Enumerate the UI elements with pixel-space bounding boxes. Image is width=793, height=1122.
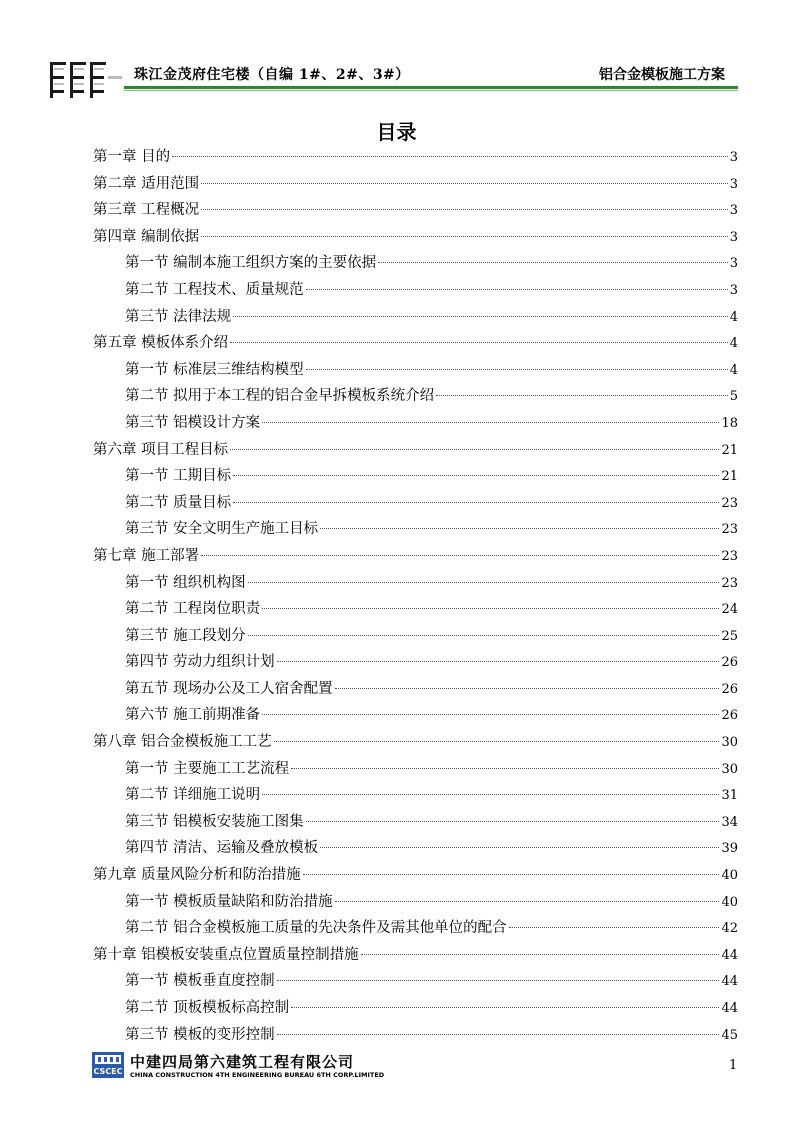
toc-entry-label: 第四节 劳动力组织计划 xyxy=(125,654,275,671)
toc-entry[interactable] xyxy=(93,702,738,729)
header-rule-thin xyxy=(124,90,738,91)
toc-entry-label: 第二节 顶板模板标高控制 xyxy=(125,1000,290,1016)
toc-entry[interactable] xyxy=(93,171,738,198)
toc-entry[interactable] xyxy=(93,490,738,517)
toc-entry-page: 26 xyxy=(721,708,738,724)
toc-leader-dots xyxy=(361,954,720,955)
toc-entry-page: 31 xyxy=(721,788,738,804)
toc-entry-page: 23 xyxy=(721,575,738,591)
toc-entry-label: 第二节 工程岗位职责 xyxy=(125,601,261,618)
toc-entry-label: 第一节 工期目标 xyxy=(125,468,232,485)
toc-leader-dots xyxy=(248,635,720,636)
toc-entry[interactable] xyxy=(93,942,738,969)
toc-leader-dots xyxy=(262,794,719,795)
toc-entry[interactable] xyxy=(93,968,738,995)
toc-entry[interactable] xyxy=(93,623,738,650)
toc-entry-page: 44 xyxy=(721,1001,738,1016)
toc-leader-dots xyxy=(262,714,719,715)
toc-entry[interactable] xyxy=(93,277,738,304)
toc-entry-label: 第二节 铝合金模板施工质量的先决条件及需其他单位的配合 xyxy=(125,920,507,937)
toc-leader-dots xyxy=(306,369,728,370)
toc-entry[interactable] xyxy=(93,835,738,862)
toc-entry[interactable] xyxy=(93,197,738,224)
header-rule xyxy=(124,86,738,89)
toc-entry-page: 3 xyxy=(729,203,738,219)
toc-entry-label: 第三节 安全文明生产施工目标 xyxy=(125,521,319,538)
toc-entry[interactable] xyxy=(93,915,738,942)
toc-entry-label: 第一章 目的 xyxy=(93,149,171,165)
table-of-contents xyxy=(93,144,738,1048)
toc-entry-page: 3 xyxy=(729,176,738,192)
toc-entry-page: 42 xyxy=(721,921,738,937)
company-logo-icon xyxy=(92,1052,124,1078)
toc-entry-page: 40 xyxy=(721,894,738,910)
toc-entry[interactable] xyxy=(93,756,738,783)
header-document-title: 铝合金模板施工方案 xyxy=(599,67,725,83)
toc-entry-page: 3 xyxy=(729,150,738,165)
toc-entry[interactable] xyxy=(93,543,738,570)
toc-leader-dots xyxy=(230,449,719,450)
toc-entry-page: 44 xyxy=(721,974,738,990)
toc-entry[interactable] xyxy=(93,516,738,543)
toc-entry-label: 第三章 工程概况 xyxy=(93,202,200,219)
toc-entry[interactable] xyxy=(93,383,738,410)
toc-entry-label: 第六章 项目工程目标 xyxy=(93,441,229,458)
toc-leader-dots xyxy=(378,262,728,263)
toc-entry-label: 第四节 清洁、运输及叠放模板 xyxy=(125,840,319,857)
toc-entry-page: 24 xyxy=(721,602,738,618)
toc-entry-page: 44 xyxy=(721,947,738,963)
toc-leader-dots xyxy=(335,688,720,689)
toc-entry-label: 第二节 拟用于本工程的铝合金早拆模板系统介绍 xyxy=(125,388,435,405)
toc-entry[interactable] xyxy=(93,304,738,331)
toc-leader-dots xyxy=(335,901,720,902)
toc-entry[interactable] xyxy=(93,809,738,836)
toc-entry-page: 21 xyxy=(721,442,738,458)
toc-entry[interactable] xyxy=(93,596,738,623)
toc-entry-label: 第一节 模板垂直度控制 xyxy=(125,973,275,990)
toc-leader-dots xyxy=(248,582,720,583)
toc-entry[interactable] xyxy=(93,649,738,676)
toc-entry[interactable] xyxy=(93,676,738,703)
toc-entry-page: 4 xyxy=(729,336,738,352)
toc-leader-dots xyxy=(201,183,728,184)
toc-entry-label: 第三节 铝模板安装施工图集 xyxy=(125,813,304,830)
toc-entry[interactable] xyxy=(93,463,738,490)
toc-entry[interactable] xyxy=(93,357,738,384)
toc-entry-label: 第三节 铝模设计方案 xyxy=(125,414,261,431)
toc-entry[interactable] xyxy=(93,729,738,756)
toc-entry-page: 40 xyxy=(721,868,738,884)
toc-entry[interactable] xyxy=(93,1022,738,1049)
footer-company-name: 中建四局第六建筑工程有限公司 xyxy=(130,1053,355,1071)
toc-entry-label: 第三节 法律法规 xyxy=(125,308,232,325)
toc-entry-page: 23 xyxy=(721,548,738,564)
toc-entry[interactable] xyxy=(93,224,738,251)
toc-leader-dots xyxy=(509,927,720,928)
toc-entry-page: 23 xyxy=(721,495,738,511)
toc-entry[interactable] xyxy=(93,995,738,1022)
toc-leader-dots xyxy=(201,209,728,210)
toc-entry-page: 4 xyxy=(729,309,738,325)
toc-entry[interactable] xyxy=(93,782,738,809)
toc-entry-page: 3 xyxy=(729,256,738,272)
toc-entry[interactable] xyxy=(93,889,738,916)
toc-entry-label: 第五节 现场办公及工人宿舍配置 xyxy=(125,680,333,697)
toc-entry[interactable] xyxy=(93,570,738,597)
toc-entry-label: 第六节 施工前期准备 xyxy=(125,707,261,724)
toc-entry-page: 45 xyxy=(721,1027,738,1043)
toc-entry-label: 第九章 质量风险分析和防治措施 xyxy=(93,867,301,884)
toc-leader-dots xyxy=(277,1034,720,1035)
toc-leader-dots xyxy=(436,395,728,396)
toc-entry-label: 第二节 工程技术、质量规范 xyxy=(125,281,304,298)
toc-leader-dots xyxy=(274,741,720,742)
toc-entry-page: 3 xyxy=(729,229,738,245)
toc-entry-page: 26 xyxy=(721,681,738,697)
page-number: 1 xyxy=(729,1058,738,1073)
toc-entry-page: 18 xyxy=(721,415,738,431)
toc-entry[interactable] xyxy=(93,250,738,277)
toc-entry-label: 第四章 编制依据 xyxy=(93,228,200,245)
toc-entry-label: 第五章 模板体系介绍 xyxy=(93,335,229,352)
toc-entry-label: 第七章 施工部署 xyxy=(93,547,200,564)
toc-entry[interactable] xyxy=(93,330,738,357)
header-project-name: 珠江金茂府住宅楼（自编 1#、2#、3#） xyxy=(134,67,410,83)
header-logo-icon xyxy=(50,60,122,100)
toc-entry-label: 第八章 铝合金模板施工工艺 xyxy=(93,734,272,751)
toc-leader-dots xyxy=(201,555,719,556)
toc-entry-page: 5 xyxy=(729,389,738,405)
toc-title: 目录 xyxy=(376,120,417,144)
toc-leader-dots xyxy=(233,475,719,476)
toc-entry-page: 34 xyxy=(721,814,738,830)
toc-entry[interactable] xyxy=(93,144,738,171)
logo-text: CSCEC xyxy=(93,1067,123,1076)
toc-leader-dots xyxy=(277,661,720,662)
toc-entry-label: 第一节 模板质量缺陷和防治措施 xyxy=(125,893,333,910)
toc-entry-page: 23 xyxy=(721,522,738,538)
toc-leader-dots xyxy=(233,316,728,317)
toc-entry-page: 4 xyxy=(729,362,738,378)
footer-company-name-en: CHINA CONSTRUCTION 4TH ENGINEERING BUREAU 6TH CORP.LIMITED xyxy=(130,1071,385,1079)
toc-entry-label: 第十章 铝模板安装重点位置质量控制措施 xyxy=(93,946,359,963)
toc-leader-dots xyxy=(277,980,720,981)
toc-entry-page: 30 xyxy=(721,761,738,777)
toc-entry-page: 30 xyxy=(721,735,738,751)
toc-entry-label: 第一节 标准层三维结构模型 xyxy=(125,361,304,378)
toc-leader-dots xyxy=(306,289,728,290)
toc-leader-dots xyxy=(201,236,728,237)
toc-entry-label: 第一节 编制本施工组织方案的主要依据 xyxy=(125,255,377,272)
toc-entry[interactable] xyxy=(93,862,738,889)
toc-leader-dots xyxy=(291,1007,719,1008)
toc-leader-dots xyxy=(172,156,728,157)
toc-entry[interactable] xyxy=(93,437,738,464)
toc-leader-dots xyxy=(320,528,719,529)
toc-entry-label: 第一节 组织机构图 xyxy=(125,574,246,591)
toc-entry-page: 39 xyxy=(721,841,738,857)
toc-entry-page: 21 xyxy=(721,469,738,485)
toc-entry-page: 26 xyxy=(721,655,738,671)
toc-leader-dots xyxy=(291,768,719,769)
toc-leader-dots xyxy=(303,874,720,875)
toc-entry[interactable] xyxy=(93,410,738,437)
toc-entry-label: 第一节 主要施工工艺流程 xyxy=(125,760,290,777)
toc-leader-dots xyxy=(320,847,719,848)
toc-leader-dots xyxy=(262,608,719,609)
toc-entry-label: 第三节 施工段划分 xyxy=(125,627,246,644)
toc-leader-dots xyxy=(262,422,719,423)
toc-leader-dots xyxy=(230,342,728,343)
toc-entry-page: 25 xyxy=(721,628,738,644)
toc-entry-label: 第三节 模板的变形控制 xyxy=(125,1026,275,1043)
toc-entry-label: 第二节 质量目标 xyxy=(125,494,232,511)
toc-entry-label: 第二章 适用范围 xyxy=(93,175,200,192)
toc-leader-dots xyxy=(306,821,720,822)
toc-entry-page: 3 xyxy=(729,282,738,298)
toc-leader-dots xyxy=(233,502,719,503)
toc-entry-label: 第二节 详细施工说明 xyxy=(125,787,261,804)
